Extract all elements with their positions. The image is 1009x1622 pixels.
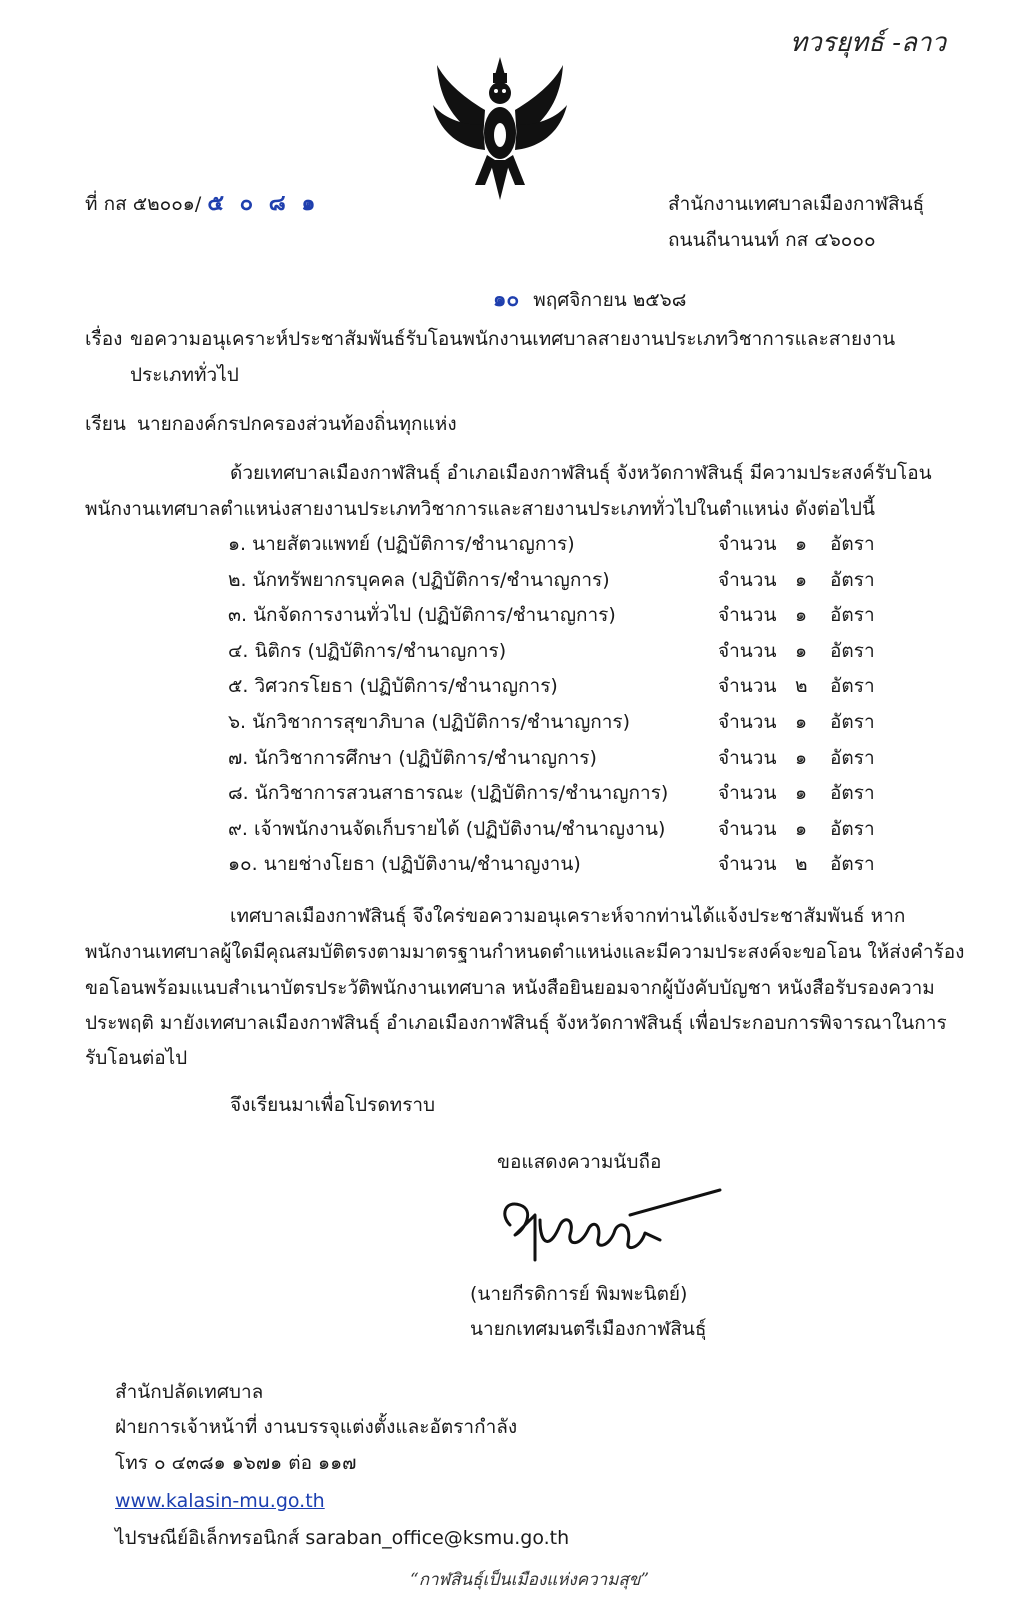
position-title: ๖. นักวิชาการสุขาภิบาล (ปฏิบัติการ/ชำนาญการ) bbox=[228, 711, 631, 733]
footer-email: ไปรษณีย์อิเล็กทรอนิกส์ saraban_office@ksmu.go.th bbox=[115, 1527, 570, 1549]
position-unit: อัตรา bbox=[830, 640, 875, 662]
date-month-year: พฤศจิกายน ๒๕๖๘ bbox=[533, 289, 687, 311]
position-unit: อัตรา bbox=[830, 747, 875, 769]
position-qty-label: จำนวน bbox=[718, 569, 777, 591]
position-qty: ๑ bbox=[795, 782, 808, 804]
position-title: ๑. นายสัตวแพทย์ (ปฏิบัติการ/ชำนาญการ) bbox=[228, 533, 575, 555]
position-qty-label: จำนวน bbox=[718, 604, 777, 626]
subject-label: เรื่อง bbox=[85, 328, 123, 350]
handwritten-note: ทวรยุทธ์ -ลาว bbox=[790, 28, 947, 58]
signer-title: นายกเทศมนตรีเมืองกาฬสินธุ์ bbox=[470, 1318, 707, 1340]
position-title: ๗. นักวิชาการศึกษา (ปฏิบัติการ/ชำนาญการ) bbox=[228, 747, 597, 769]
body-line-1: เทศบาลเมืองกาฬสินธุ์ จึงใคร่ขอความอนุเคราะห์จากท่านได้แจ้งประชาสัมพันธ์ หาก bbox=[230, 905, 906, 927]
position-qty: ๑ bbox=[795, 818, 808, 840]
office-name: สำนักงานเทศบาลเมืองกาฬสินธุ์ bbox=[668, 193, 925, 215]
position-title: ๙. เจ้าพนักงานจัดเก็บรายได้ (ปฏิบัติงาน/ชำนาญงาน) bbox=[228, 818, 666, 840]
addressee-text: นายกองค์กรปกครองส่วนท้องถิ่นทุกแห่ง bbox=[137, 413, 457, 435]
position-unit: อัตรา bbox=[830, 818, 875, 840]
position-qty: ๑ bbox=[795, 747, 808, 769]
intro-line-2: พนักงานเทศบาลตำแหน่งสายงานประเภทวิชาการและสายงานประเภททั่วไปในตำแหน่ง ดังต่อไปนี้ bbox=[85, 498, 875, 520]
position-unit: อัตรา bbox=[830, 711, 875, 733]
closing-regards: ขอแสดงความนับถือ bbox=[497, 1151, 662, 1173]
position-qty-label: จำนวน bbox=[718, 747, 777, 769]
footer-slogan: “กาฬสินธุ์เป็นเมืองแห่งความสุข” bbox=[410, 1570, 650, 1590]
position-qty: ๑ bbox=[795, 711, 808, 733]
body-line-3: ขอโอนพร้อมแนบสำเนาบัตรประวัติพนักงานเทศบาล หนังสือยินยอมจากผู้บังคับบัญชา หนังสือรับรองความ bbox=[85, 977, 935, 999]
document-number bbox=[85, 192, 319, 216]
document-number-prefix: ที่ กส ๕๒๐๐๑/ bbox=[85, 193, 202, 215]
position-title: ๓. นักจัดการงานทั่วไป (ปฏิบัติการ/ชำนาญการ) bbox=[228, 604, 616, 626]
position-unit: อัตรา bbox=[830, 853, 875, 875]
signer-name: (นายกีรดิการย์ พิมพะนิตย์) bbox=[470, 1283, 688, 1305]
position-unit: อัตรา bbox=[830, 569, 875, 591]
signature-image bbox=[480, 1185, 740, 1275]
intro-line-1: ด้วยเทศบาลเมืองกาฬสินธุ์ อำเภอเมืองกาฬสินธุ์ จังหวัดกาฬสินธุ์ มีความประสงค์รับโอน bbox=[230, 462, 932, 484]
position-qty: ๑ bbox=[795, 533, 808, 555]
footer-website-link[interactable]: www.kalasin-mu.go.th bbox=[115, 1490, 325, 1512]
position-qty-label: จำนวน bbox=[718, 782, 777, 804]
position-qty-label: จำนวน bbox=[718, 675, 777, 697]
footer-department: สำนักปลัดเทศบาล bbox=[115, 1381, 264, 1403]
position-title: ๒. นักทรัพยากรบุคคล (ปฏิบัติการ/ชำนาญการ) bbox=[228, 569, 610, 591]
position-title: ๔. นิติกร (ปฏิบัติการ/ชำนาญการ) bbox=[228, 640, 507, 662]
position-qty-label: จำนวน bbox=[718, 640, 777, 662]
position-unit: อัตรา bbox=[830, 533, 875, 555]
position-unit: อัตรา bbox=[830, 675, 875, 697]
position-title: ๘. นักวิชาการสวนสาธารณะ (ปฏิบัติการ/ชำนาญการ) bbox=[228, 782, 669, 804]
subject-line-1: ขอความอนุเคราะห์ประชาสัมพันธ์รับโอนพนักงานเทศบาลสายงานประเภทวิชาการและสายงาน bbox=[130, 328, 896, 350]
position-qty-label: จำนวน bbox=[718, 853, 777, 875]
document-date bbox=[493, 287, 686, 312]
subject-line-2: ประเภททั่วไป bbox=[130, 364, 239, 386]
position-qty-label: จำนวน bbox=[718, 533, 777, 555]
document-number-stamp: ๕ ๐ ๘ ๑ bbox=[207, 191, 320, 216]
footer-phone: โทร ๐ ๔๓๘๑ ๑๖๗๑ ต่อ ๑๑๗ bbox=[115, 1452, 357, 1474]
body-line-4: ประพฤติ มายังเทศบาลเมืองกาฬสินธุ์ อำเภอเมืองกาฬสินธุ์ จังหวัดกาฬสินธุ์ เพื่อประกอบการพิจารณาในการ bbox=[85, 1012, 947, 1034]
position-title: ๕. วิศวกรโยธา (ปฏิบัติการ/ชำนาญการ) bbox=[228, 675, 558, 697]
position-qty: ๑ bbox=[795, 569, 808, 591]
body-line-5: รับโอนต่อไป bbox=[85, 1047, 188, 1069]
position-unit: อัตรา bbox=[830, 782, 875, 804]
position-qty: ๑ bbox=[795, 640, 808, 662]
position-title: ๑๐. นายช่างโยธา (ปฏิบัติงาน/ชำนาญงาน) bbox=[228, 853, 581, 875]
position-qty: ๑ bbox=[795, 604, 808, 626]
garuda-emblem-icon bbox=[425, 55, 575, 205]
position-qty-label: จำนวน bbox=[718, 818, 777, 840]
position-qty-label: จำนวน bbox=[718, 711, 777, 733]
closing-inform: จึงเรียนมาเพื่อโปรดทราบ bbox=[230, 1094, 436, 1116]
office-address: ถนนถีนานนท์ กส ๔๖๐๐๐ bbox=[668, 229, 876, 251]
addressee-label: เรียน bbox=[85, 413, 126, 435]
body-line-2: พนักงานเทศบาลผู้ใดมีคุณสมบัติตรงตามมาตรฐานกำหนดตำแหน่งและมีความประสงค์จะขอโอน ให้ส่งคำร้อง bbox=[85, 941, 965, 963]
position-qty: ๒ bbox=[795, 853, 808, 875]
position-unit: อัตรา bbox=[830, 604, 875, 626]
position-qty: ๒ bbox=[795, 675, 808, 697]
footer-division: ฝ่ายการเจ้าหน้าที่ งานบรรจุแต่งตั้งและอัตรากำลัง bbox=[115, 1416, 518, 1438]
date-day: ๑๐ bbox=[493, 287, 520, 311]
